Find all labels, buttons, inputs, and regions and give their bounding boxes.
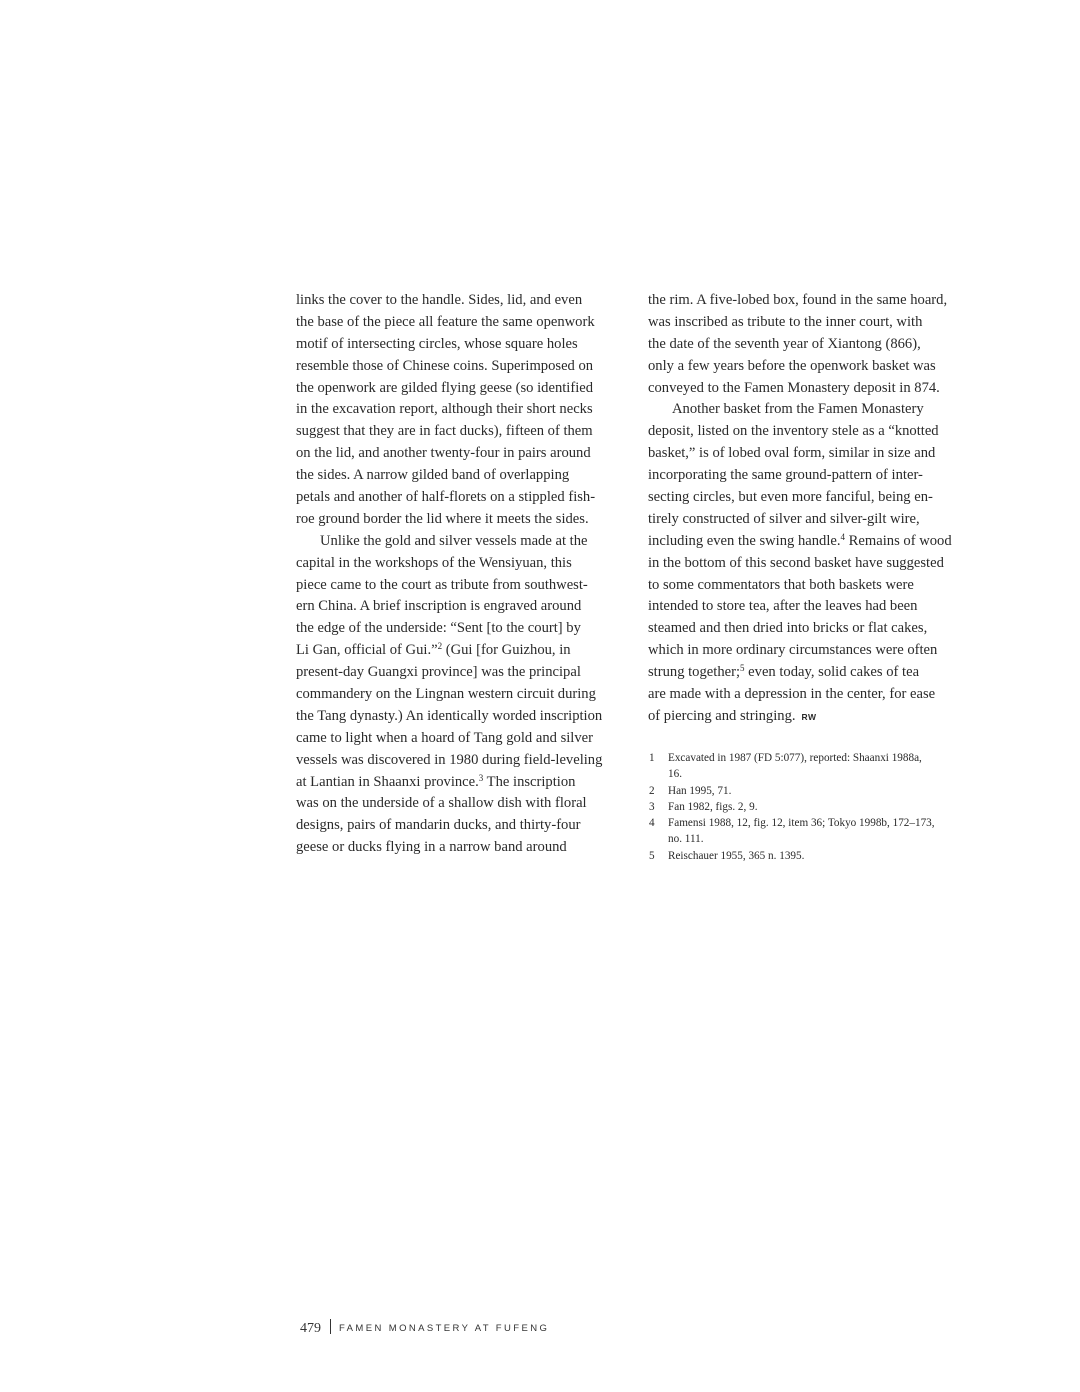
note-text: no. 111. xyxy=(668,833,704,846)
text-line: present-day Guangxi province] was the principal xyxy=(296,664,581,681)
text-line: on the lid, and another twenty-four in pairs around xyxy=(296,445,591,462)
note-text: Famensi 1988, 12, fig. 12, item 36; Tokyo 1998b, 172–173, xyxy=(668,817,935,830)
running-title: FAMEN MONASTERY AT FUFENG xyxy=(339,1323,550,1334)
text-line: to some commentators that both baskets were xyxy=(648,576,914,593)
author-initials: RW xyxy=(801,711,817,722)
text-line: in the bottom of this second basket have suggested xyxy=(648,554,944,571)
text-line: deposit, listed on the inventory stele as a “knotted xyxy=(648,423,939,440)
note-number: 2 xyxy=(649,784,655,797)
text-segment: of piercing and stringing. xyxy=(648,707,796,724)
page-footer xyxy=(300,1319,549,1339)
footnote-ref-4[interactable]: 4 xyxy=(840,531,846,542)
text-line: ern China. A brief inscription is engraved around xyxy=(296,598,582,615)
text-line: the edge of the underside: “Sent [to the court] by xyxy=(296,620,581,637)
text-line: basket,” is of lobed oval form, similar in size and xyxy=(648,445,936,462)
note-text: Reischauer 1955, 365 n. 1395. xyxy=(668,849,805,862)
text-line: the base of the piece all feature the same openwork xyxy=(296,313,595,330)
text-line xyxy=(648,531,974,553)
text-line: piece came to the court as tribute from southwest- xyxy=(296,576,588,593)
note-item xyxy=(648,815,974,848)
text-line: links the cover to the handle. Sides, lid, and even xyxy=(296,292,583,308)
text-line xyxy=(296,772,626,794)
text-segment: at Lantian in Shaanxi province. xyxy=(296,773,479,790)
text-line: suggest that they are in fact ducks), fifteen of them xyxy=(296,423,593,440)
text-line: the sides. A narrow gilded band of overlapping xyxy=(296,467,570,484)
paragraph-first-line: Another basket from the Famen Monastery xyxy=(672,401,924,418)
right-text-column xyxy=(648,290,974,728)
text-line: roe ground border the lid where it meets the sides. xyxy=(296,510,589,527)
text-line: conveyed to the Famen Monastery deposit in 874. xyxy=(648,379,940,396)
text-line: petals and another of half-florets on a stippled fish- xyxy=(296,489,596,506)
text-line: the rim. A five-lobed box, found in the same hoard, xyxy=(648,292,948,308)
note-number: 3 xyxy=(649,800,655,813)
text-segment: strung together; xyxy=(648,664,741,681)
note-text: Excavated in 1987 (FD 5:077), reported: Shaanxi 1988a, xyxy=(668,752,922,764)
note-text: Han 1995, 71. xyxy=(668,784,732,797)
text-line: resemble those of Chinese coins. Superimposed on xyxy=(296,357,594,374)
footnote-ref-5[interactable]: 5 xyxy=(740,663,745,674)
text-segment: (Gui [for Guizhou, in xyxy=(445,642,571,659)
text-line: which in more ordinary circumstances were often xyxy=(648,642,938,659)
text-line: secting circles, but even more fanciful, being en- xyxy=(648,489,933,506)
text-line: vessels was discovered in 1980 during field-leveling xyxy=(296,751,603,768)
page-number: 479 xyxy=(300,1321,321,1336)
text-line: are made with a depression in the center, for ease xyxy=(648,686,936,703)
text-line: came to light when a hoard of Tang gold and silver xyxy=(296,729,593,746)
text-line: intended to store tea, after the leaves had been xyxy=(648,598,918,615)
text-line: capital in the workshops of the Wensiyuan, this xyxy=(296,554,572,571)
note-text: Fan 1982, figs. 2, 9. xyxy=(668,800,758,813)
text-line: in the excavation report, although their short necks xyxy=(296,401,593,418)
text-segment: The inscription xyxy=(486,773,576,790)
footer-divider xyxy=(330,1319,331,1334)
text-line: geese or ducks flying in a narrow band around xyxy=(296,839,567,856)
note-text: 16. xyxy=(668,768,682,781)
text-segment: Remains of wood xyxy=(848,532,952,549)
note-number: 5 xyxy=(649,849,655,862)
paragraph-first-line: Unlike the gold and silver vessels made at the xyxy=(320,532,588,549)
text-line: motif of intersecting circles, whose square holes xyxy=(296,335,578,352)
text-line xyxy=(648,662,974,684)
text-line: designs, pairs of mandarin ducks, and thirty-four xyxy=(296,817,581,834)
note-item xyxy=(648,848,974,864)
note-number: 1 xyxy=(649,752,655,764)
footnote-ref-2[interactable]: 2 xyxy=(437,641,443,652)
endnotes xyxy=(648,750,974,864)
note-item xyxy=(648,783,974,799)
text-segment: Li Gan, official of Gui.” xyxy=(296,642,438,659)
text-line: only a few years before the openwork basket was xyxy=(648,357,936,374)
note-item xyxy=(648,799,974,815)
text-line: commandery on the Lingnan western circuit during xyxy=(296,686,596,703)
text-line xyxy=(648,706,974,728)
note-number: 4 xyxy=(649,817,655,830)
note-item xyxy=(648,750,974,783)
text-line: steamed and then dried into bricks or flat cakes, xyxy=(648,620,928,637)
text-segment: even today, solid cakes of tea xyxy=(748,664,920,681)
text-line: was on the underside of a shallow dish with floral xyxy=(296,795,587,812)
text-line: incorporating the same ground-pattern of inter- xyxy=(648,467,923,484)
text-line xyxy=(296,640,626,662)
footnote-ref-3[interactable]: 3 xyxy=(478,772,484,783)
text-line: the date of the seventh year of Xiantong (866), xyxy=(648,335,921,352)
text-line: the Tang dynasty.) An identically worded inscription xyxy=(296,707,603,724)
text-line: tirely constructed of silver and silver-gilt wire, xyxy=(648,510,920,527)
left-text-column xyxy=(296,290,626,859)
text-segment: including even the swing handle. xyxy=(648,532,841,549)
text-line: the openwork are gilded flying geese (so identified xyxy=(296,379,594,396)
text-line: was inscribed as tribute to the inner court, with xyxy=(648,313,923,330)
